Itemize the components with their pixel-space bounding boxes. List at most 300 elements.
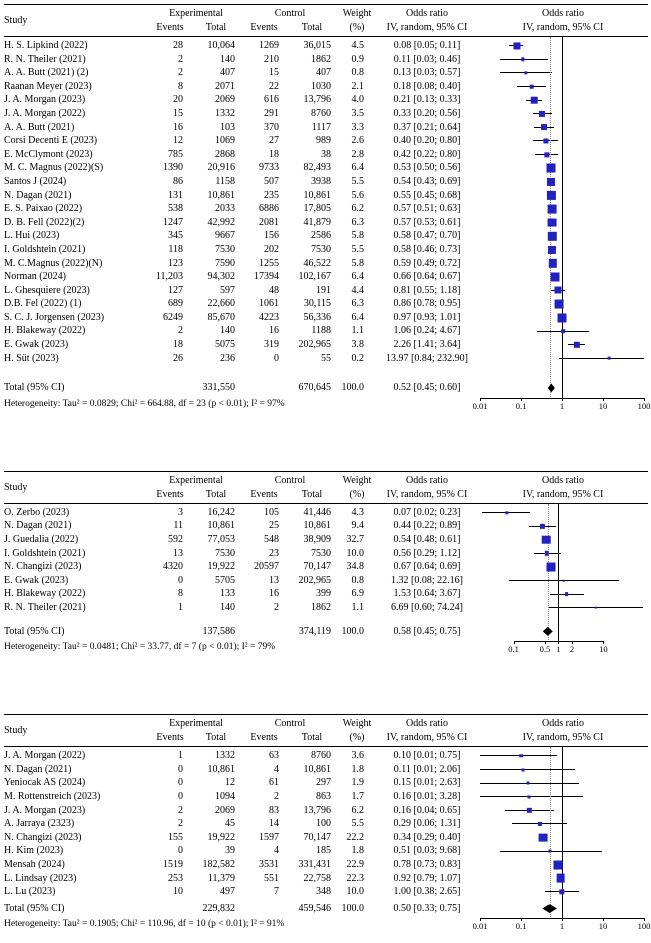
axis-tick-label: 10 [598,401,608,411]
exp-total-value: 7530 [215,547,235,559]
study-label: M. C. Magnus (2022)(S) [4,162,104,174]
or-marker [528,795,531,798]
header-row-top [4,474,648,493]
ctrl-events-value: 291 [264,107,279,119]
exp-total-value: 407 [220,67,235,79]
forest-panel-3 [4,714,651,941]
column-header-odds-ratio-plot: Odds ratio [542,8,584,19]
study-label: N. Dagan (2021) [4,189,72,201]
total-ctrl-total: 459,546 [298,902,331,914]
exp-total-value: 140 [220,602,235,613]
or-ci-text: 0.57 [0.51; 0.63] [393,203,461,215]
ctrl-events-value: 25 [269,520,279,532]
or-marker [538,822,542,826]
ctrl-events-value: 16 [269,588,279,600]
ctrl-events-value: 4 [274,763,279,775]
ctrl-total-value: 7530 [311,243,331,255]
exp-events-value: 8 [178,588,183,600]
exp-total-value: 10,064 [207,40,235,51]
weight-value: 5.8 [351,257,364,269]
exp-total-value: 7530 [215,243,235,255]
ctrl-events-value: 2081 [259,216,279,228]
axis-tick-label: 1 [556,644,561,655]
or-ci-text: 0.92 [0.79; 1.07] [393,872,461,884]
panel-footer [4,395,648,421]
exp-events-value: 3 [178,506,183,518]
plot-cell [478,352,648,366]
exp-events-value: 0 [178,845,183,857]
or-ci-text: 0.53 [0.50; 0.56] [393,162,461,174]
exp-total-value: 140 [220,325,235,337]
weight-value: 4.5 [351,40,364,51]
study-label: O. Zerbo (2023) [4,506,70,518]
weight-value: 6.4 [351,162,364,174]
or-ci-text: 0.81 [0.55; 1.18] [393,284,461,296]
study-row [4,66,648,80]
or-ci-text: 0.37 [0.21; 0.64] [393,121,461,133]
or-ci-text: 0.54 [0.43; 0.69] [393,175,461,187]
column-header-study: Study [4,15,28,26]
exp-events-value: 15 [173,107,183,119]
exp-events-value: 592 [168,534,183,546]
or-marker [608,357,611,360]
exp-total-value: 2069 [215,94,235,106]
axis-tick-label: 0.1 [508,644,519,655]
study-label: E. McClymont (2023) [4,148,93,160]
plot-cell [478,763,648,777]
study-row [4,80,648,94]
axis-tick-label: 0.01 [472,921,488,932]
study-row [4,121,648,135]
or-ci-text: 0.33 [0.20; 0.56] [393,107,461,119]
or-ci-text: 0.07 [0.02; 0.23] [393,506,461,518]
ctrl-total-value: 10,861 [303,189,331,201]
ctrl-events-value: 1597 [259,831,279,843]
axis-tick-label: 1 [559,921,565,932]
or-ci-text: 1.32 [0.08; 22.16] [391,574,463,586]
exp-total-value: 140 [220,53,235,65]
plot-cell [478,560,648,574]
ctrl-total-value: 36,015 [303,40,331,51]
or-marker [538,833,547,842]
exp-events-value: 28 [173,40,183,51]
or-ci-text: 0.51 [0.03; 9.68] [393,845,461,857]
study-row [4,189,648,203]
or-marker [546,164,555,173]
ctrl-total-value: 3938 [311,175,331,187]
exp-events-value: 1519 [163,858,183,870]
plot-cell [478,324,648,338]
or-marker [548,246,556,254]
axis-tick-label: 100 [637,921,651,932]
exp-events-value: 253 [168,872,183,884]
study-row [4,284,648,298]
plot-cell [478,831,648,845]
exp-events-value: 1247 [163,216,183,228]
study-label: L. Lindsay (2023) [4,872,77,884]
study-row [4,229,648,243]
ctrl-events-value: 20597 [254,561,279,573]
study-label: Corsi Decenti E (2023) [4,135,98,147]
axis-tick-label: 0.5 [539,644,551,655]
plot-cell [478,776,648,790]
exp-events-value: 8 [178,80,183,92]
weight-value: 6.4 [351,311,364,323]
column-header-odds-ratio: Odds ratio [406,718,448,730]
meta-analysis-forest-figure [0,4,651,941]
column-header-odds-ratio-plot: Odds ratio [542,718,584,730]
ci-line [480,769,575,770]
study-row [4,844,648,858]
or-ci-text: 6.69 [0.60; 74.24] [391,602,463,613]
ctrl-events-value: 48 [269,284,279,296]
study-label: H. S. Lipkind (2022) [4,40,88,51]
study-label: A. A. Butt (2021) (2) [4,67,89,79]
ctrl-events-value: 1255 [259,257,279,269]
ctrl-events-value: 551 [264,872,279,884]
plot-cell [478,121,648,135]
plot-cell [478,270,648,284]
subheader-or-ci-plot: IV, random, 95% CI [522,22,604,33]
study-row [4,311,648,325]
axis-tick-label: 2 [569,644,575,655]
ctrl-events-value: 63 [269,750,279,762]
total-exp-total: 137,586 [202,625,235,637]
header-row-top [4,7,648,26]
total-ctrl-total: 374,119 [298,625,331,637]
study-label: S. C. J. Jorgensen (2023) [4,311,105,323]
weight-value: 32.7 [346,534,364,546]
or-ci-text: 0.44 [0.22; 0.89] [393,520,461,532]
plot-cell [478,804,648,818]
subheader-ctrl-events: Events [250,22,278,33]
ctrl-total-value: 348 [316,886,331,898]
ctrl-events-value: 17394 [254,271,279,283]
panel-header [4,714,648,747]
exp-total-value: 2033 [215,203,235,215]
study-label: H. Kim (2023) [4,845,64,857]
weight-value: 5.6 [351,189,364,201]
study-row [4,804,648,818]
ctrl-events-value: 22 [269,80,279,92]
study-label: N. Dagan (2021) [4,763,72,775]
subheader-exp-total: Total [205,732,227,744]
ctrl-total-value: 38,909 [303,534,331,546]
study-label: J. A. Morgan (2023) [4,804,86,816]
exp-events-value: 18 [173,339,183,351]
ctrl-events-value: 14 [269,818,279,830]
study-label: I. Goldshtein (2021) [4,243,86,255]
study-row [4,107,648,121]
total-ctrl-total: 670,645 [298,382,331,394]
column-header-control: Control [274,8,306,19]
exp-total-value: 10,861 [207,763,235,775]
plot-cell [478,749,648,763]
exp-total-value: 10,861 [207,520,235,532]
or-ci-text: 0.67 [0.64; 0.69] [393,561,461,573]
ctrl-events-value: 370 [264,121,279,133]
weight-value: 3.8 [351,339,364,351]
weight-value: 3.5 [351,107,364,119]
ctrl-events-value: 16 [269,325,279,337]
study-row [4,243,648,257]
weight-value: 6.4 [351,271,364,283]
or-marker [549,850,552,853]
plot-cell [478,80,648,94]
axis-tick-label: 10 [599,644,608,655]
subheader-exp-events: Events [156,488,184,500]
or-marker [563,579,566,582]
exp-events-value: 16 [173,121,183,133]
plot-cell [478,66,648,80]
plot-cell [478,519,648,533]
exp-events-value: 2 [178,818,183,830]
study-row [4,533,648,547]
or-ci-text: 0.34 [0.29; 0.40] [393,831,461,843]
or-marker [513,42,520,49]
or-marker [521,58,524,61]
study-row [4,519,648,533]
or-marker [565,592,569,596]
axis-tick-label: 0.1 [515,401,527,411]
study-row [4,39,648,53]
study-row [4,53,648,67]
exp-events-value: 26 [173,352,183,364]
exp-total-value: 2071 [215,80,235,92]
weight-value: 1.7 [351,790,364,802]
column-header-weight: Weight [342,8,372,19]
or-ci-text: 1.53 [0.64; 3.67] [393,588,461,600]
study-label: N. Changizi (2023) [4,561,82,573]
exp-total-value: 45 [225,818,235,830]
subheader-ctrl-total: Total [301,732,323,744]
study-row [4,506,648,520]
or-ci-text: 0.40 [0.20; 0.80] [393,135,461,147]
total-row [4,625,648,639]
or-marker [555,300,564,309]
study-label: J. Guedalia (2022) [4,534,79,546]
study-label: M. Rottenstreich (2023) [4,790,101,802]
study-label: R. N. Theiler (2021) [4,53,86,65]
total-weight: 100.0 [341,382,364,394]
ctrl-events-value: 6886 [259,203,279,215]
exp-total-value: 1332 [215,750,235,762]
study-row [4,763,648,777]
weight-value: 3.6 [351,750,364,762]
exp-total-value: 7590 [215,257,235,269]
plot-cell [478,338,648,352]
or-ci-text: 0.11 [0.03; 0.46] [393,53,461,65]
weight-value: 0.9 [351,53,364,65]
ctrl-total-value: 202,965 [298,574,331,586]
exp-events-value: 689 [168,298,183,310]
exp-total-value: 1158 [215,175,235,187]
exp-events-value: 1 [178,602,183,613]
or-marker [553,860,562,869]
or-ci-text: 0.59 [0.49; 0.72] [393,257,461,269]
weight-value: 3.3 [351,121,364,133]
study-label: Norman (2024) [4,271,66,283]
or-ci-text: 0.11 [0.01; 2.06] [393,763,461,775]
subheader-exp-total: Total [205,22,227,33]
study-label: H. Blakeway (2022) [4,588,86,600]
panel-header [4,4,648,37]
weight-value: 2.6 [351,135,364,147]
ctrl-total-value: 70,147 [303,561,331,573]
ctrl-total-value: 41,446 [303,506,331,518]
pooled-diamond [543,627,553,636]
or-marker [545,551,549,555]
study-label: L. Ghesquiere (2023) [4,284,90,296]
axis-tick-label: 1 [559,401,565,411]
plot-cell [478,284,648,298]
ctrl-total-value: 38 [321,148,331,160]
or-marker [539,111,545,117]
plot-cell [478,93,648,107]
exp-events-value: 10 [173,886,183,898]
plot-cell [478,161,648,175]
subheader-weight-pct: (%) [349,488,365,500]
exp-events-value: 12 [173,135,183,147]
column-header-experimental: Experimental [169,474,223,486]
or-ci-text: 0.42 [0.22; 0.80] [393,148,461,160]
study-label: L. Lu (2023) [4,886,56,898]
study-label: N. Changizi (2023) [4,831,82,843]
ctrl-events-value: 9733 [259,162,279,174]
total-label: Total (95% CI) [4,382,65,394]
total-row [4,902,648,916]
exp-total-value: 19,922 [207,561,235,573]
ctrl-total-value: 407 [316,67,331,79]
plot-cell [478,297,648,311]
ctrl-total-value: 56,336 [303,311,331,323]
or-marker [531,97,538,104]
exp-total-value: 39 [225,845,235,857]
spacer-row [4,615,648,625]
or-marker [556,874,565,883]
study-row [4,216,648,230]
subheader-exp-events: Events [156,22,184,33]
total-exp-total: 331,550 [202,382,235,394]
ctrl-total-value: 1030 [311,80,331,92]
plot-cell [478,202,648,216]
or-marker [544,152,549,157]
ctrl-events-value: 235 [264,189,279,201]
exp-total-value: 597 [220,284,235,296]
total-exp-total: 229,832 [202,902,235,914]
plot-cell [478,574,648,588]
ctrl-events-value: 548 [264,534,279,546]
ctrl-events-value: 616 [264,94,279,106]
or-marker [594,606,597,609]
or-marker [557,313,566,322]
exp-events-value: 118 [168,243,183,255]
weight-value: 5.5 [351,175,364,187]
ctrl-events-value: 13 [269,574,279,586]
plot-cell [478,790,648,804]
study-row [4,858,648,872]
panel-footer [4,638,648,664]
or-ci-text: 0.16 [0.04; 0.65] [393,804,461,816]
ctrl-events-value: 18 [269,148,279,160]
ci-line [480,796,583,797]
or-ci-text: 1.00 [0.38; 2.65] [393,886,461,898]
or-ci-text: 2.26 [1.41; 3.64] [393,339,461,351]
plot-cell [478,134,648,148]
or-marker [521,768,524,771]
plot-cell [478,601,648,615]
study-row [4,790,648,804]
exp-events-value: 4320 [163,561,183,573]
plot-cell [478,229,648,243]
or-marker [546,563,555,572]
study-label: A. A. Butt (2021) [4,121,75,133]
weight-value: 6.9 [351,588,364,600]
study-row [4,574,648,588]
plot-cell [478,53,648,67]
exp-events-value: 127 [168,284,183,296]
ctrl-events-value: 4223 [259,311,279,323]
exp-events-value: 155 [168,831,183,843]
plot-cell [478,175,648,189]
ctrl-events-value: 0 [274,352,279,364]
ctrl-total-value: 70,147 [303,831,331,843]
total-label: Total (95% CI) [4,902,65,914]
study-label: H. Blakeway (2022) [4,325,86,337]
column-header-weight: Weight [342,474,372,486]
or-marker [548,205,557,214]
exp-total-value: 42,992 [207,216,235,228]
rows-container [4,506,648,615]
exp-total-value: 1332 [215,107,235,119]
plot-cell [478,844,648,858]
exp-events-value: 131 [168,189,183,201]
or-marker [548,232,556,240]
weight-value: 6.3 [351,298,364,310]
study-row [4,749,648,763]
exp-events-value: 2 [178,67,183,79]
ctrl-events-value: 2 [274,602,279,613]
study-label: E. S. Paixao (2022) [4,203,83,215]
exp-total-value: 182,582 [202,858,235,870]
exp-events-value: 2 [178,804,183,816]
study-label: Mensah (2024) [4,858,65,870]
study-row [4,885,648,899]
exp-total-value: 2868 [215,148,235,160]
weight-value: 2.1 [351,80,364,92]
ctrl-total-value: 1188 [311,325,331,337]
plot-cell [478,587,648,601]
exp-total-value: 5705 [215,574,235,586]
plot-cell [478,311,648,325]
exp-events-value: 1 [178,750,183,762]
plot-cell [478,39,648,53]
subheader-weight-pct: (%) [349,22,365,33]
ctrl-total-value: 41,879 [303,216,331,228]
ctrl-events-value: 83 [269,804,279,816]
axis-tick-label: 0.01 [472,401,488,411]
or-ci-text: 0.58 [0.46; 0.73] [393,243,461,255]
or-marker [555,287,562,294]
study-row [4,776,648,790]
ctrl-total-value: 17,805 [303,203,331,215]
total-or-ci: 0.58 [0.45; 0.75] [393,625,461,637]
or-marker [524,71,527,74]
weight-value: 0.8 [351,574,364,586]
weight-value: 5.8 [351,230,364,242]
ctrl-total-value: 82,493 [303,162,331,174]
weight-value: 10.0 [346,886,364,898]
